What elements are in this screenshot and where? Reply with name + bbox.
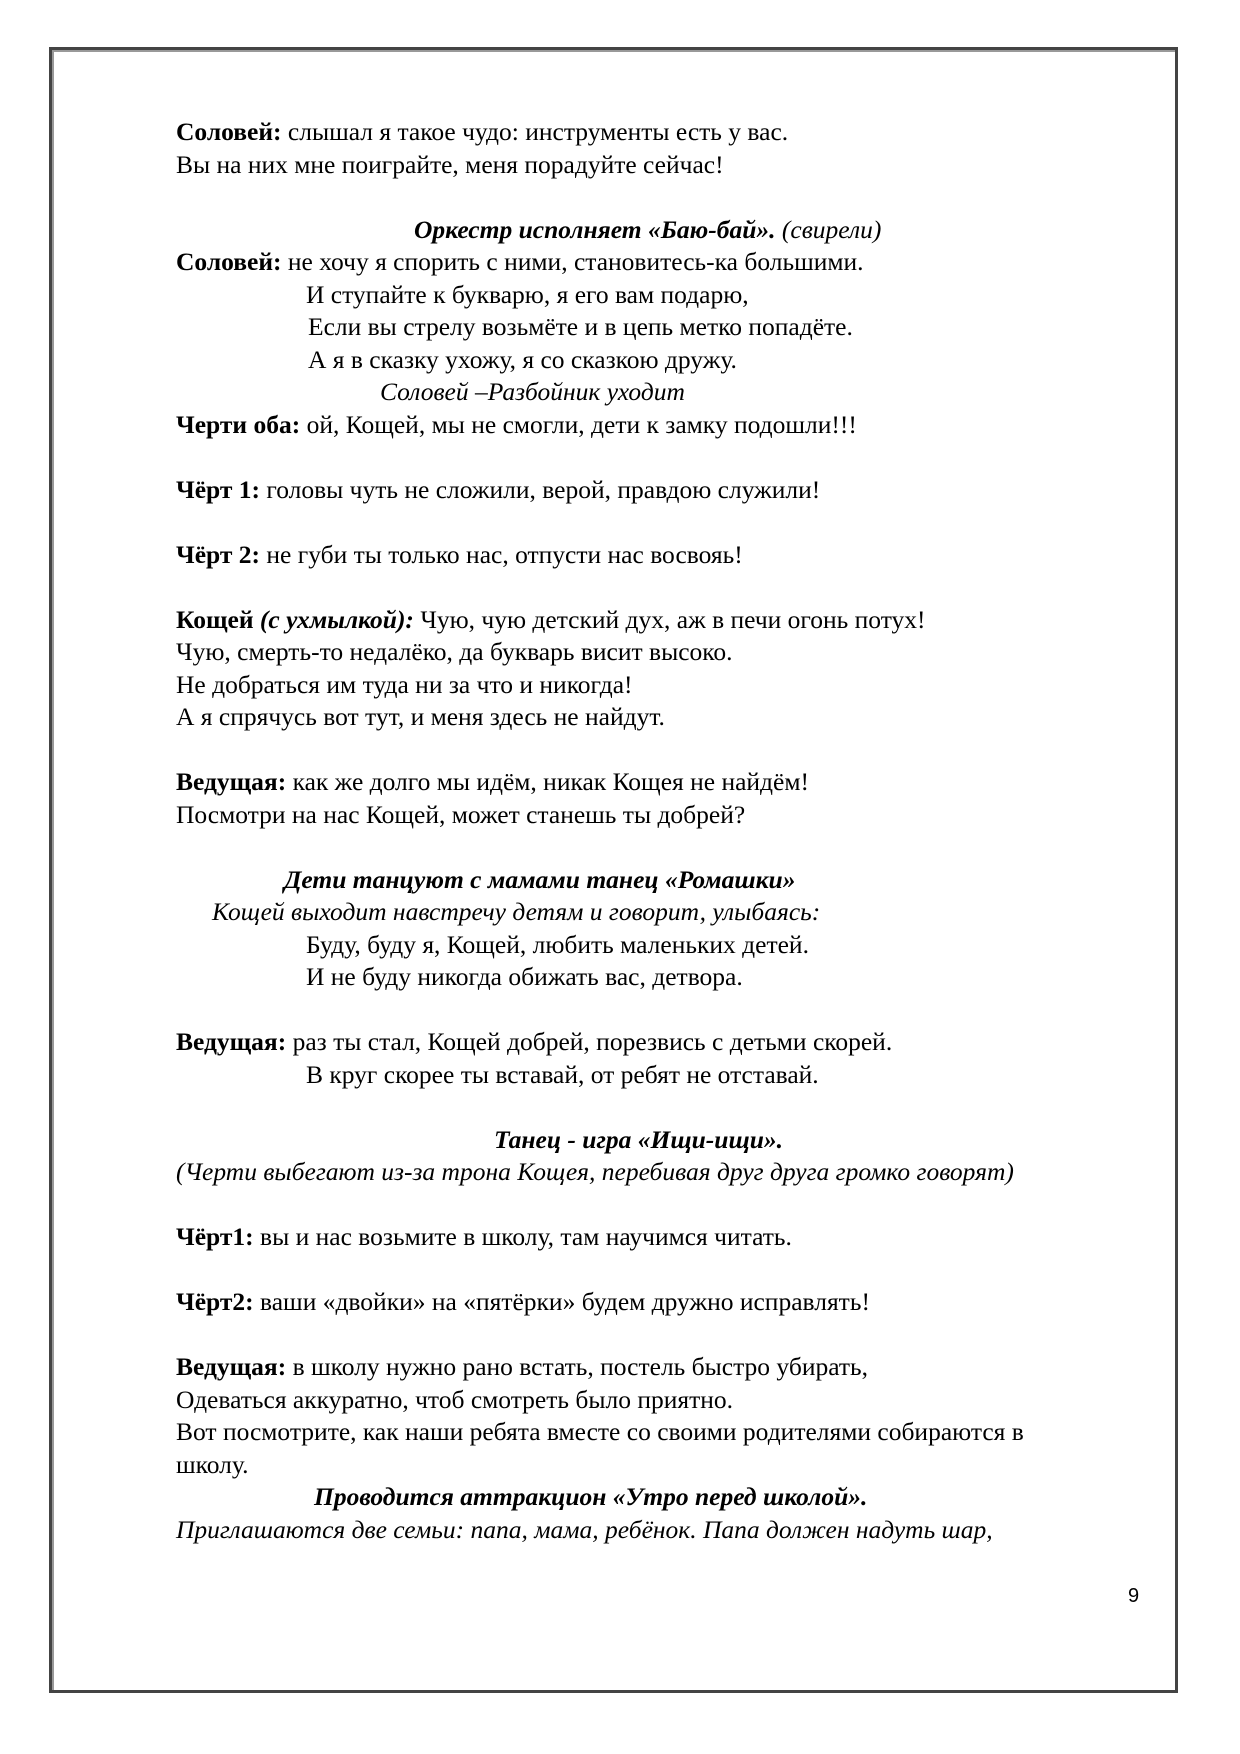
- stage-direction: Оркестр исполняет «Баю-бай». (свирели): [414, 214, 882, 244]
- text-line: Черти оба: ой, Кощей, мы не смогли, дети к замку подошли!!!: [176, 409, 857, 439]
- speaker-label: Соловей:: [176, 117, 282, 146]
- text-line: школу.: [176, 1449, 249, 1479]
- stage-direction: Кощей выходит навстречу детям и говорит, улыбаясь:: [212, 897, 821, 926]
- document-body: [176, 116, 1166, 1546]
- text-line: Вот посмотрите, как наши ребята вместе со своими родителями собираются в: [176, 1417, 1024, 1446]
- text-line: Буду, буду я, Кощей, любить маленьких детей.: [306, 929, 809, 959]
- stage-direction: Соловей –Разбойник уходит: [380, 377, 685, 406]
- text-line: В круг скорее ты вставай, от ребят не отставай.: [306, 1059, 819, 1089]
- text-line: Ведущая: раз ты стал, Кощей добрей, порезвись с детьми скорей.: [176, 1027, 893, 1056]
- page-number: 9: [1128, 1585, 1140, 1607]
- stage-direction: (Черти выбегают из-за трона Кощея, перебивая друг друга громко говорят): [176, 1157, 1014, 1186]
- speaker-label: Соловей:: [176, 247, 282, 276]
- stage-direction: Приглашаются две семьи: папа, мама, ребёнок. Папа должен надуть шар,: [176, 1514, 993, 1544]
- speaker-label: Ведущая:: [176, 767, 287, 796]
- text-line: А я спрячусь вот тут, и меня здесь не найдут.: [176, 702, 665, 731]
- speaker-label: Ведущая:: [176, 1352, 287, 1381]
- speaker-label: Чёрт2:: [176, 1287, 254, 1316]
- text-line: А я в сказку ухожу, я со сказкою дружу.: [308, 344, 737, 374]
- text-line: Ведущая: в школу нужно рано встать, постель быстро убирать,: [176, 1352, 869, 1381]
- text-line: Чёрт 1: головы чуть не сложили, верой, правдою служили!: [176, 474, 821, 504]
- text-line: Соловей: слышал я такое чудо: инструменты есть у вас.: [176, 117, 789, 146]
- speaker-label: Кощей: [176, 604, 254, 634]
- text-line: Чёрт1: вы и нас возьмите в школу, там научимся читать.: [176, 1222, 792, 1251]
- stage-direction: Дети танцуют с мамами танец «Ромашки»: [284, 864, 796, 894]
- text-line: Посмотри на нас Кощей, может станешь ты добрей?: [176, 799, 746, 829]
- text-line: Вы на них мне поиграйте, меня порадуйте сейчас!: [176, 149, 724, 179]
- stage-direction: Танец - игра «Ищи-ищи».: [494, 1124, 784, 1154]
- speaker-label: Черти оба:: [176, 409, 301, 439]
- text-line: Кощей (с ухмылкой): Чую, чую детский дух, аж в печи огонь потух!: [176, 604, 926, 634]
- speaker-label: Чёрт1:: [176, 1222, 254, 1251]
- text-line: Соловей: не хочу я спорить с ними, становитесь-ка большими.: [176, 247, 864, 276]
- speaker-label: Чёрт 1:: [176, 474, 261, 504]
- text-line: И ступайте к букварю, я его вам подарю,: [306, 279, 749, 309]
- text-line: И не буду никогда обижать вас, детвора.: [306, 962, 743, 991]
- text-line: Чую, смерть-то недалёко, да букварь висит высоко.: [176, 637, 733, 666]
- text-line: Не добраться им туда ни за что и никогда!: [176, 669, 633, 699]
- text-line: Чёрт 2: не губи ты только нас, отпусти нас восвояь!: [176, 539, 743, 569]
- speaker-label: Чёрт 2:: [176, 539, 261, 569]
- text-line: Если вы стрелу возьмёте и в цепь метко попадёте.: [308, 312, 853, 341]
- text-line: Чёрт2: ваши «двойки» на «пятёрки» будем дружно исправлять!: [176, 1287, 870, 1316]
- text-line: Одеваться аккуратно, чтоб смотреть было приятно.: [176, 1384, 734, 1414]
- speaker-label: Ведущая:: [176, 1027, 287, 1056]
- text-line: Ведущая: как же долго мы идём, никак Кощея не найдём!: [176, 767, 809, 796]
- stage-direction: Проводится аттракцион «Утро перед школой».: [314, 1482, 868, 1511]
